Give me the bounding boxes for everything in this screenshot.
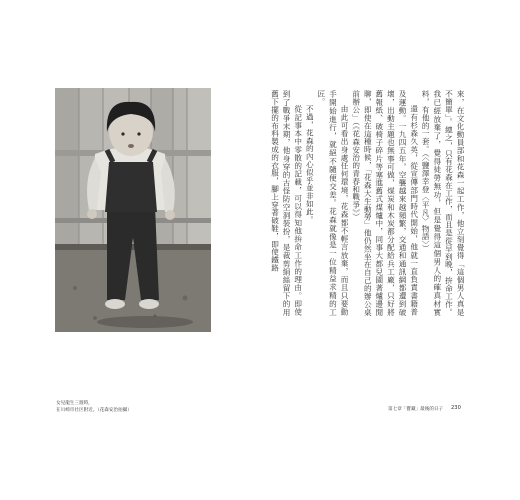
caption-line-1: 女兒龍生三週時， bbox=[56, 401, 93, 406]
vertical-body-text bbox=[270, 90, 466, 316]
page-number: 230 bbox=[451, 405, 461, 411]
paragraph-5: 從記事本中零散的記載，可以得知他拚命工作的理由。即使到了戰爭末期，他身穿的古怪防空洞裝扮，是裁剪絹絲留下的用舊下擺的布料製成的衣服，腳上穿著破鞋，即使鐵路 bbox=[270, 90, 303, 316]
photo-illustration bbox=[55, 88, 211, 332]
paragraph-2: 還有杉森久英，從宣傳部門時代開始，他就一直負責書籍普及運動。一九四五年，空襲越來越頻繁，交通和通訊網都遭到破壞，出動主題也無事可做，煤炭和木炭都分配給兵工廠，只好將舊報紙、破椅子碎片等塞進舊式煤爐中，同事大都兒園著爐邊閒聊，即使在這種時候，「花森大生動勞」他仍然坐在自己的辦公桌前辦公」（《花森安治的青春和戰爭》） bbox=[351, 90, 419, 316]
caption-line-2: 在川崎市社区附近。（花森安治拍攝） bbox=[56, 408, 132, 413]
child-photograph bbox=[55, 88, 211, 332]
chapter-running-header: 第七章「寶藏」最後的日子 bbox=[388, 407, 444, 412]
paragraph-4: 不過，花森的內心似乎並非如此。 bbox=[305, 105, 315, 224]
paragraph-3: 由此可看出身處任何環境，花森都不輕言放棄，而且只要動手開始進行，就絕不隨便交差。花森就像是一位精益求精的工匠。 bbox=[316, 90, 350, 316]
paragraph-1: 來，在文化動員部和花森一起工作，他立刻覺得「這個男人真是不簡單」。總之，只有花森在工作，而且是從早到晚，拚命工作。我已經放棄了，覺得徒勞無功，但是覺得這個男人的確真材實料，有他的一套。（〈鹽澤幸登〈平凡〉物語〉） bbox=[421, 90, 465, 316]
photo-caption bbox=[56, 400, 132, 414]
